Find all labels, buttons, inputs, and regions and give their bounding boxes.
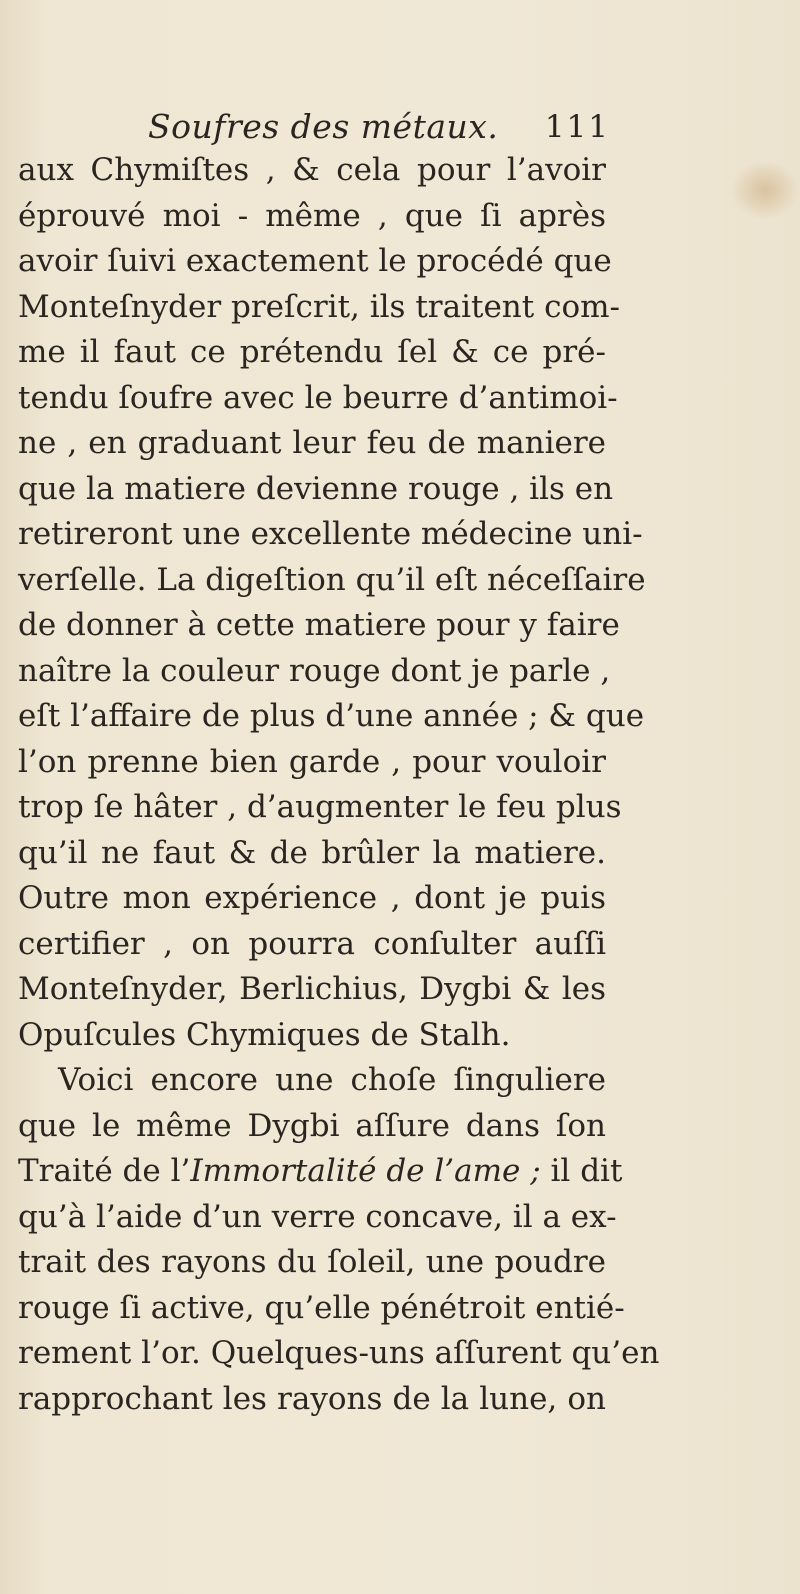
- page-number: 111: [544, 109, 610, 145]
- text-line: [18, 1149, 623, 1195]
- text-line: eſt l’affaire de plus d’une année ; & que: [18, 698, 645, 734]
- text-line: l’on prenne bien garde , pour vouloir: [18, 743, 606, 780]
- text-line: de donner à cette matiere pour y faire: [18, 607, 620, 643]
- italic-title: Immortalité de l’ame ;: [190, 1153, 541, 1189]
- text-line: Monteſnyder preſcrit, ils traitent com-: [18, 288, 620, 325]
- text-line: certifier , on pourra conſulter auſſi: [18, 925, 606, 962]
- text-line: que la matiere devienne rouge , ils en: [18, 470, 614, 507]
- text-run: il dit: [540, 1153, 623, 1189]
- body-text: [18, 148, 660, 1422]
- text-line: me il faut ce prétendu ſel & ce pré-: [18, 334, 606, 370]
- text-line: Outre mon expérience , dont je puis: [18, 880, 606, 916]
- text-line: ne , en graduant leur feu de maniere: [18, 425, 606, 461]
- text-line: qu’à l’aide d’un verre concave, il a ex-: [18, 1198, 617, 1235]
- text-line: Voici encore une choſe ſinguliere: [58, 1062, 606, 1098]
- text-line: aux Chymiſtes , & cela pour l’avoir: [18, 152, 606, 188]
- text-line: Monteſnyder, Berlichius, Dygbi & les: [18, 971, 606, 1007]
- text-line: rapprochant les rayons de la lune, on: [18, 1380, 606, 1417]
- text-line: retireront une excellente médecine uni-: [18, 516, 643, 552]
- text-line: rement l’or. Quelques-uns aſſurent qu’en: [18, 1335, 660, 1371]
- text-line: naître la couleur rouge dont je parle ,: [18, 652, 611, 689]
- text-line: trop ſe hâter , d’augmenter le feu plus: [18, 789, 622, 825]
- text-line: avoir ſuivi exactement le procédé que: [18, 243, 612, 279]
- paper-stain: [730, 160, 800, 220]
- text-line: verſelle. La digeſtion qu’il eſt néceſſaire: [18, 561, 646, 598]
- text-line: rouge ſi active, qu’elle pénétroit entié-: [18, 1289, 625, 1326]
- text-line: que le même Dygbi aſſure dans ſon: [18, 1107, 606, 1144]
- text-run: Traité de l’: [18, 1153, 191, 1189]
- text-line: trait des rayons du ſoleil, une poudre: [18, 1244, 606, 1280]
- text-line: tendu ſoufre avec le beurre d’antimoi-: [18, 379, 618, 416]
- text-line: éprouvé moi - même , que ſi après: [18, 197, 606, 234]
- paragraph-2: [18, 1058, 660, 1422]
- text-line: Opuſcules Chymiques de Stalh.: [18, 1016, 511, 1053]
- running-head: [148, 104, 610, 150]
- paragraph-1: [18, 148, 646, 1058]
- running-head-title: Soufres des métaux.: [148, 107, 499, 146]
- text-line: qu’il ne faut & de brûler la matiere.: [18, 834, 606, 871]
